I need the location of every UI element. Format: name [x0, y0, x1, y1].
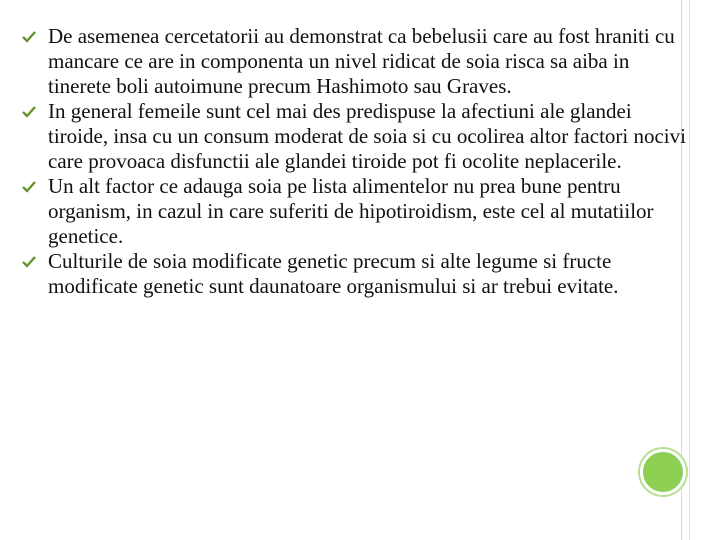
bullet-item — [22, 24, 694, 99]
bullet-item — [22, 99, 694, 174]
bullet-text: In general femeile sunt cel mai des predispuse la afectiuni ale glandei tiroide, insa cu un consum moderat de soia si cu ocolirea altor factori nocivi care provoaca disfunctii ale glandei tiroide pot fi ocolite neplacerile. — [48, 99, 686, 173]
bullet-item — [22, 174, 694, 249]
checkmark-icon — [22, 181, 36, 193]
bullet-list — [22, 24, 694, 299]
checkmark-icon — [22, 31, 36, 43]
checkmark-icon — [22, 106, 36, 118]
bullet-text: Un alt factor ce adauga soia pe lista alimentelor nu prea bune pentru organism, in cazul in care suferiti de hipotiroidism, este cel al mutatiilor genetice. — [48, 174, 654, 248]
checkmark-icon — [22, 256, 36, 268]
decorative-circle — [640, 449, 686, 495]
bullet-text: Culturile de soia modificate genetic precum si alte legume si fructe modificate genetic sunt daunatoare organismului si ar trebui evitate. — [48, 249, 619, 298]
bullet-item — [22, 249, 694, 299]
bullet-text: De asemenea cercetatorii au demonstrat ca bebelusii care au fost hraniti cu mancare ce are in componenta un nivel ridicat de soia risca sa aiba in tinerete boli autoimune precum Hashimoto sau Graves. — [48, 24, 675, 98]
